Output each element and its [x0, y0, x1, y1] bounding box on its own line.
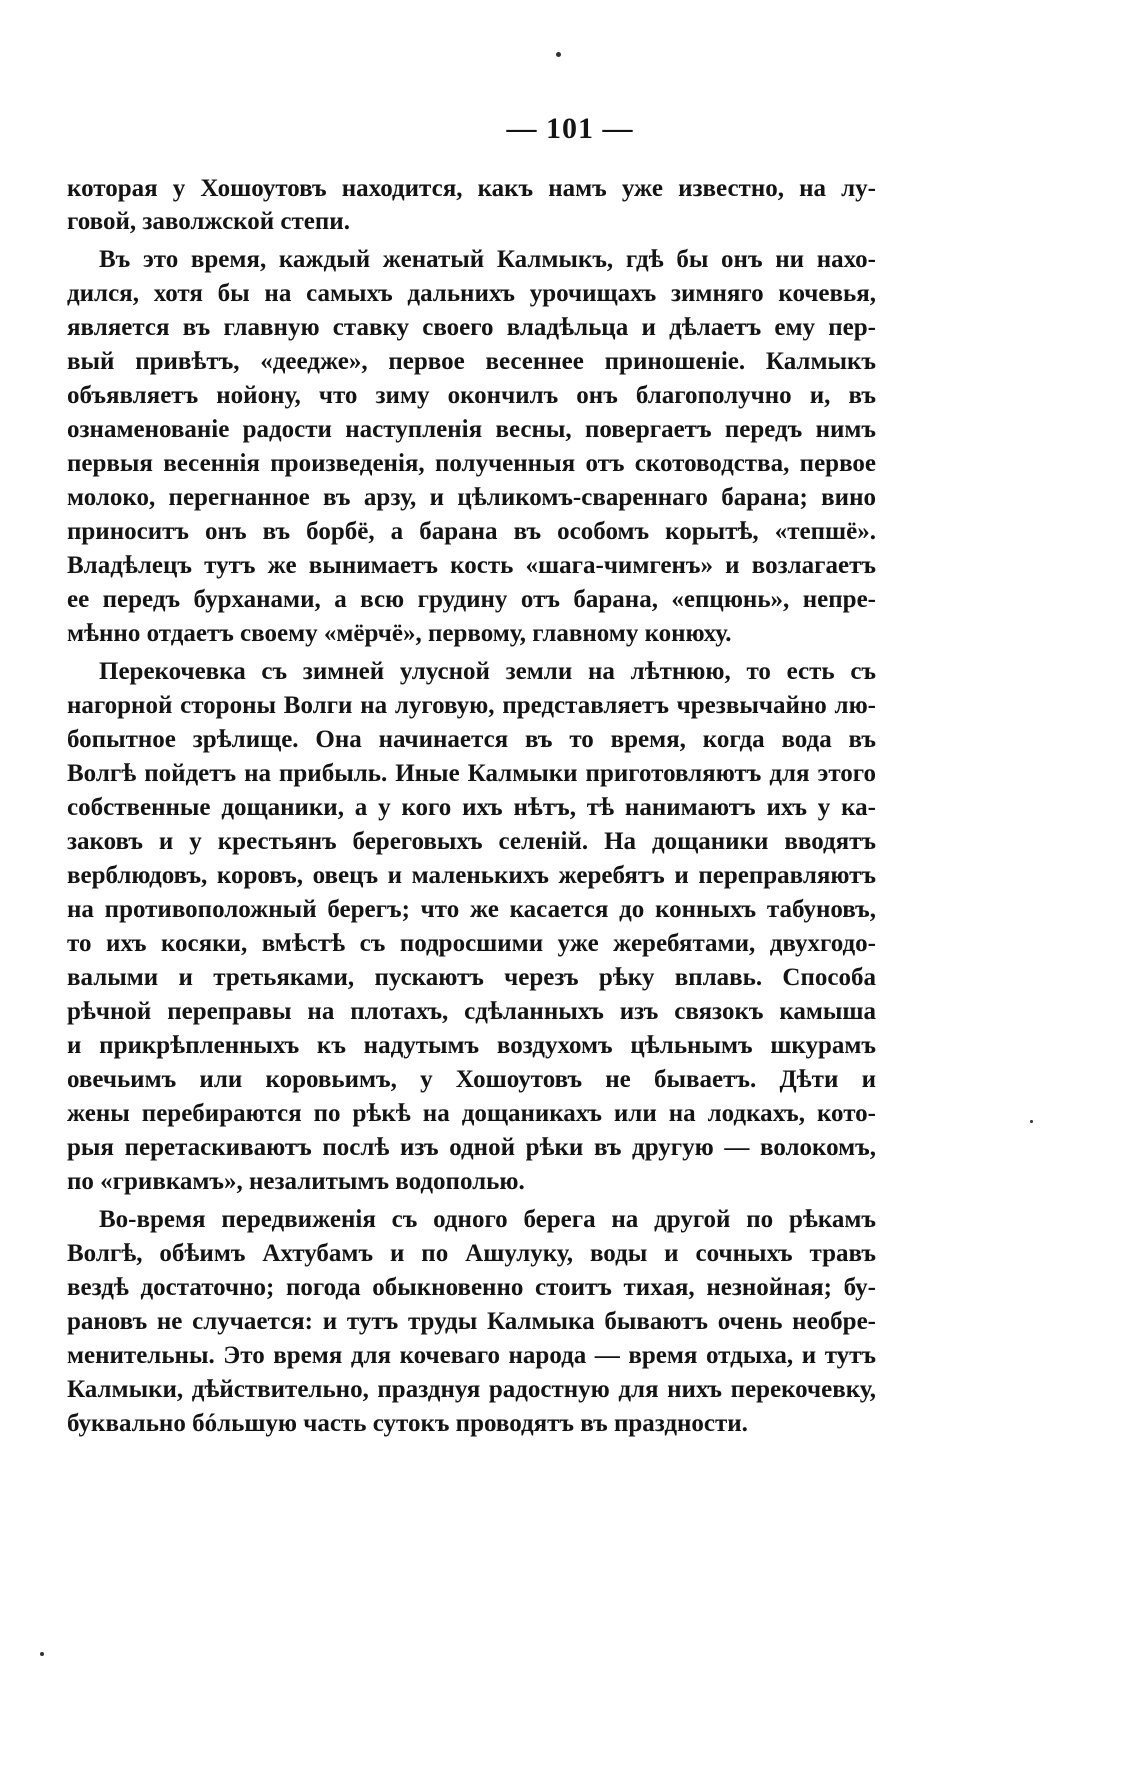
text-line: вездѣ достаточно; погода обыкновенно стоитъ тихая, незнойная; бу-: [67, 1274, 876, 1301]
text-line: рановъ не случается: и тутъ труды Калмыка бываютъ очень необре-: [67, 1308, 876, 1335]
scan-speck: [556, 52, 561, 57]
text-line: буквально бóльшую часть сутокъ проводятъ въ праздности.: [67, 1410, 748, 1437]
text-line: объявляетъ нойону, что зиму окончилъ онъ благополучно и, въ: [67, 382, 876, 409]
scan-speck: [1030, 1120, 1033, 1123]
text-line: то ихъ косяки, вмѣстѣ съ подросшими уже жеребятами, двухгодо-: [67, 930, 876, 957]
text-line: ее передъ бурханами, а всю грудину отъ барана, «епцюнь», непре-: [67, 586, 876, 613]
text-line: верблюдовъ, коровъ, овецъ и маленькихъ жеребятъ и переправляютъ: [67, 862, 876, 889]
text-line: заковъ и у крестьянъ береговыхъ селеній. На дощаники вводятъ: [67, 828, 876, 855]
text-line: первыя весеннія произведенія, полученныя отъ скотоводства, первое: [67, 450, 876, 477]
text-line: нагорной стороны Волги на луговую, представляетъ чрезвычайно лю-: [67, 692, 876, 719]
text-line: Калмыки, дѣйствительно, празднуя радостную для нихъ перекочевку,: [67, 1376, 876, 1403]
text-line: Владѣлецъ тутъ же вынимаетъ кость «шага-чимгенъ» и возлагаетъ: [67, 552, 876, 579]
text-line: по «гривкамъ», незалитымъ водополью.: [67, 1168, 525, 1195]
text-line: собственные дощаники, а у кого ихъ нѣтъ, тѣ нанимаютъ ихъ у ка-: [67, 794, 876, 821]
text-line: менительны. Это время для кочеваго народа — время отдыха, и тутъ: [67, 1342, 876, 1369]
text-line: Въ это время, каждый женатый Калмыкъ, гдѣ бы онъ ни нахо-: [99, 246, 876, 273]
page-number: — 101 —: [506, 112, 634, 145]
scan-speck: [40, 1652, 44, 1656]
text-line: рыя перетаскиваютъ послѣ изъ одной рѣки въ другую — волокомъ,: [67, 1134, 876, 1161]
text-line: Волгѣ пойдетъ на прибыль. Иные Калмыки приготовляютъ для этого: [67, 760, 876, 787]
text-line: говой, заволжской степи.: [67, 208, 350, 235]
text-line: на противоположный берегъ; что же касается до конныхъ табуновъ,: [67, 896, 876, 923]
text-line: дился, хотя бы на самыхъ дальнихъ урочищахъ зимняго кочевья,: [67, 280, 876, 307]
text-line: бопытное зрѣлище. Она начинается въ то время, когда вода въ: [67, 726, 876, 753]
text-line: которая у Хошоутовъ находится, какъ намъ уже известно, на лу-: [67, 175, 876, 202]
text-line: и прикрѣпленныхъ къ надутымъ воздухомъ цѣльнымъ шкурамъ: [67, 1032, 876, 1059]
text-line: является въ главную ставку своего владѣльца и дѣлаетъ ему пер-: [67, 314, 876, 341]
text-line: молоко, перегнанное въ арзу, и цѣликомъ-свареннаго барана; вино: [67, 484, 876, 511]
text-line: овечьимъ или коровьимъ, у Хошоутовъ не бываетъ. Дѣти и: [67, 1066, 876, 1093]
text-line: рѣчной переправы на плотахъ, сдѣланныхъ изъ связокъ камыша: [67, 998, 876, 1025]
text-line: Волгѣ, обѣимъ Ахтубамъ и по Ашулуку, воды и сочныхъ травъ: [67, 1240, 876, 1267]
text-line: приноситъ онъ въ борбё, а барана въ особомъ корытѣ, «тепшё».: [67, 518, 876, 545]
text-line: ознаменованіе радости наступленія весны, повергаетъ передъ нимъ: [67, 416, 876, 443]
text-line: Во-время передвиженія съ одного берега на другой по рѣкамъ: [99, 1206, 876, 1233]
text-line: жены перебираются по рѣкѣ на дощаникахъ или на лодкахъ, кото-: [67, 1100, 876, 1127]
text-line: мѣнно отдаетъ своему «мёрчё», первому, главному конюху.: [67, 620, 732, 647]
text-line: валыми и третьяками, пускаютъ черезъ рѣку вплавь. Способа: [67, 964, 876, 991]
text-line: Перекочевка съ зимней улусной земли на лѣтнюю, то есть съ: [99, 658, 876, 685]
text-line: вый привѣтъ, «деедже», первое весеннее приношеніе. Калмыкъ: [67, 348, 876, 375]
